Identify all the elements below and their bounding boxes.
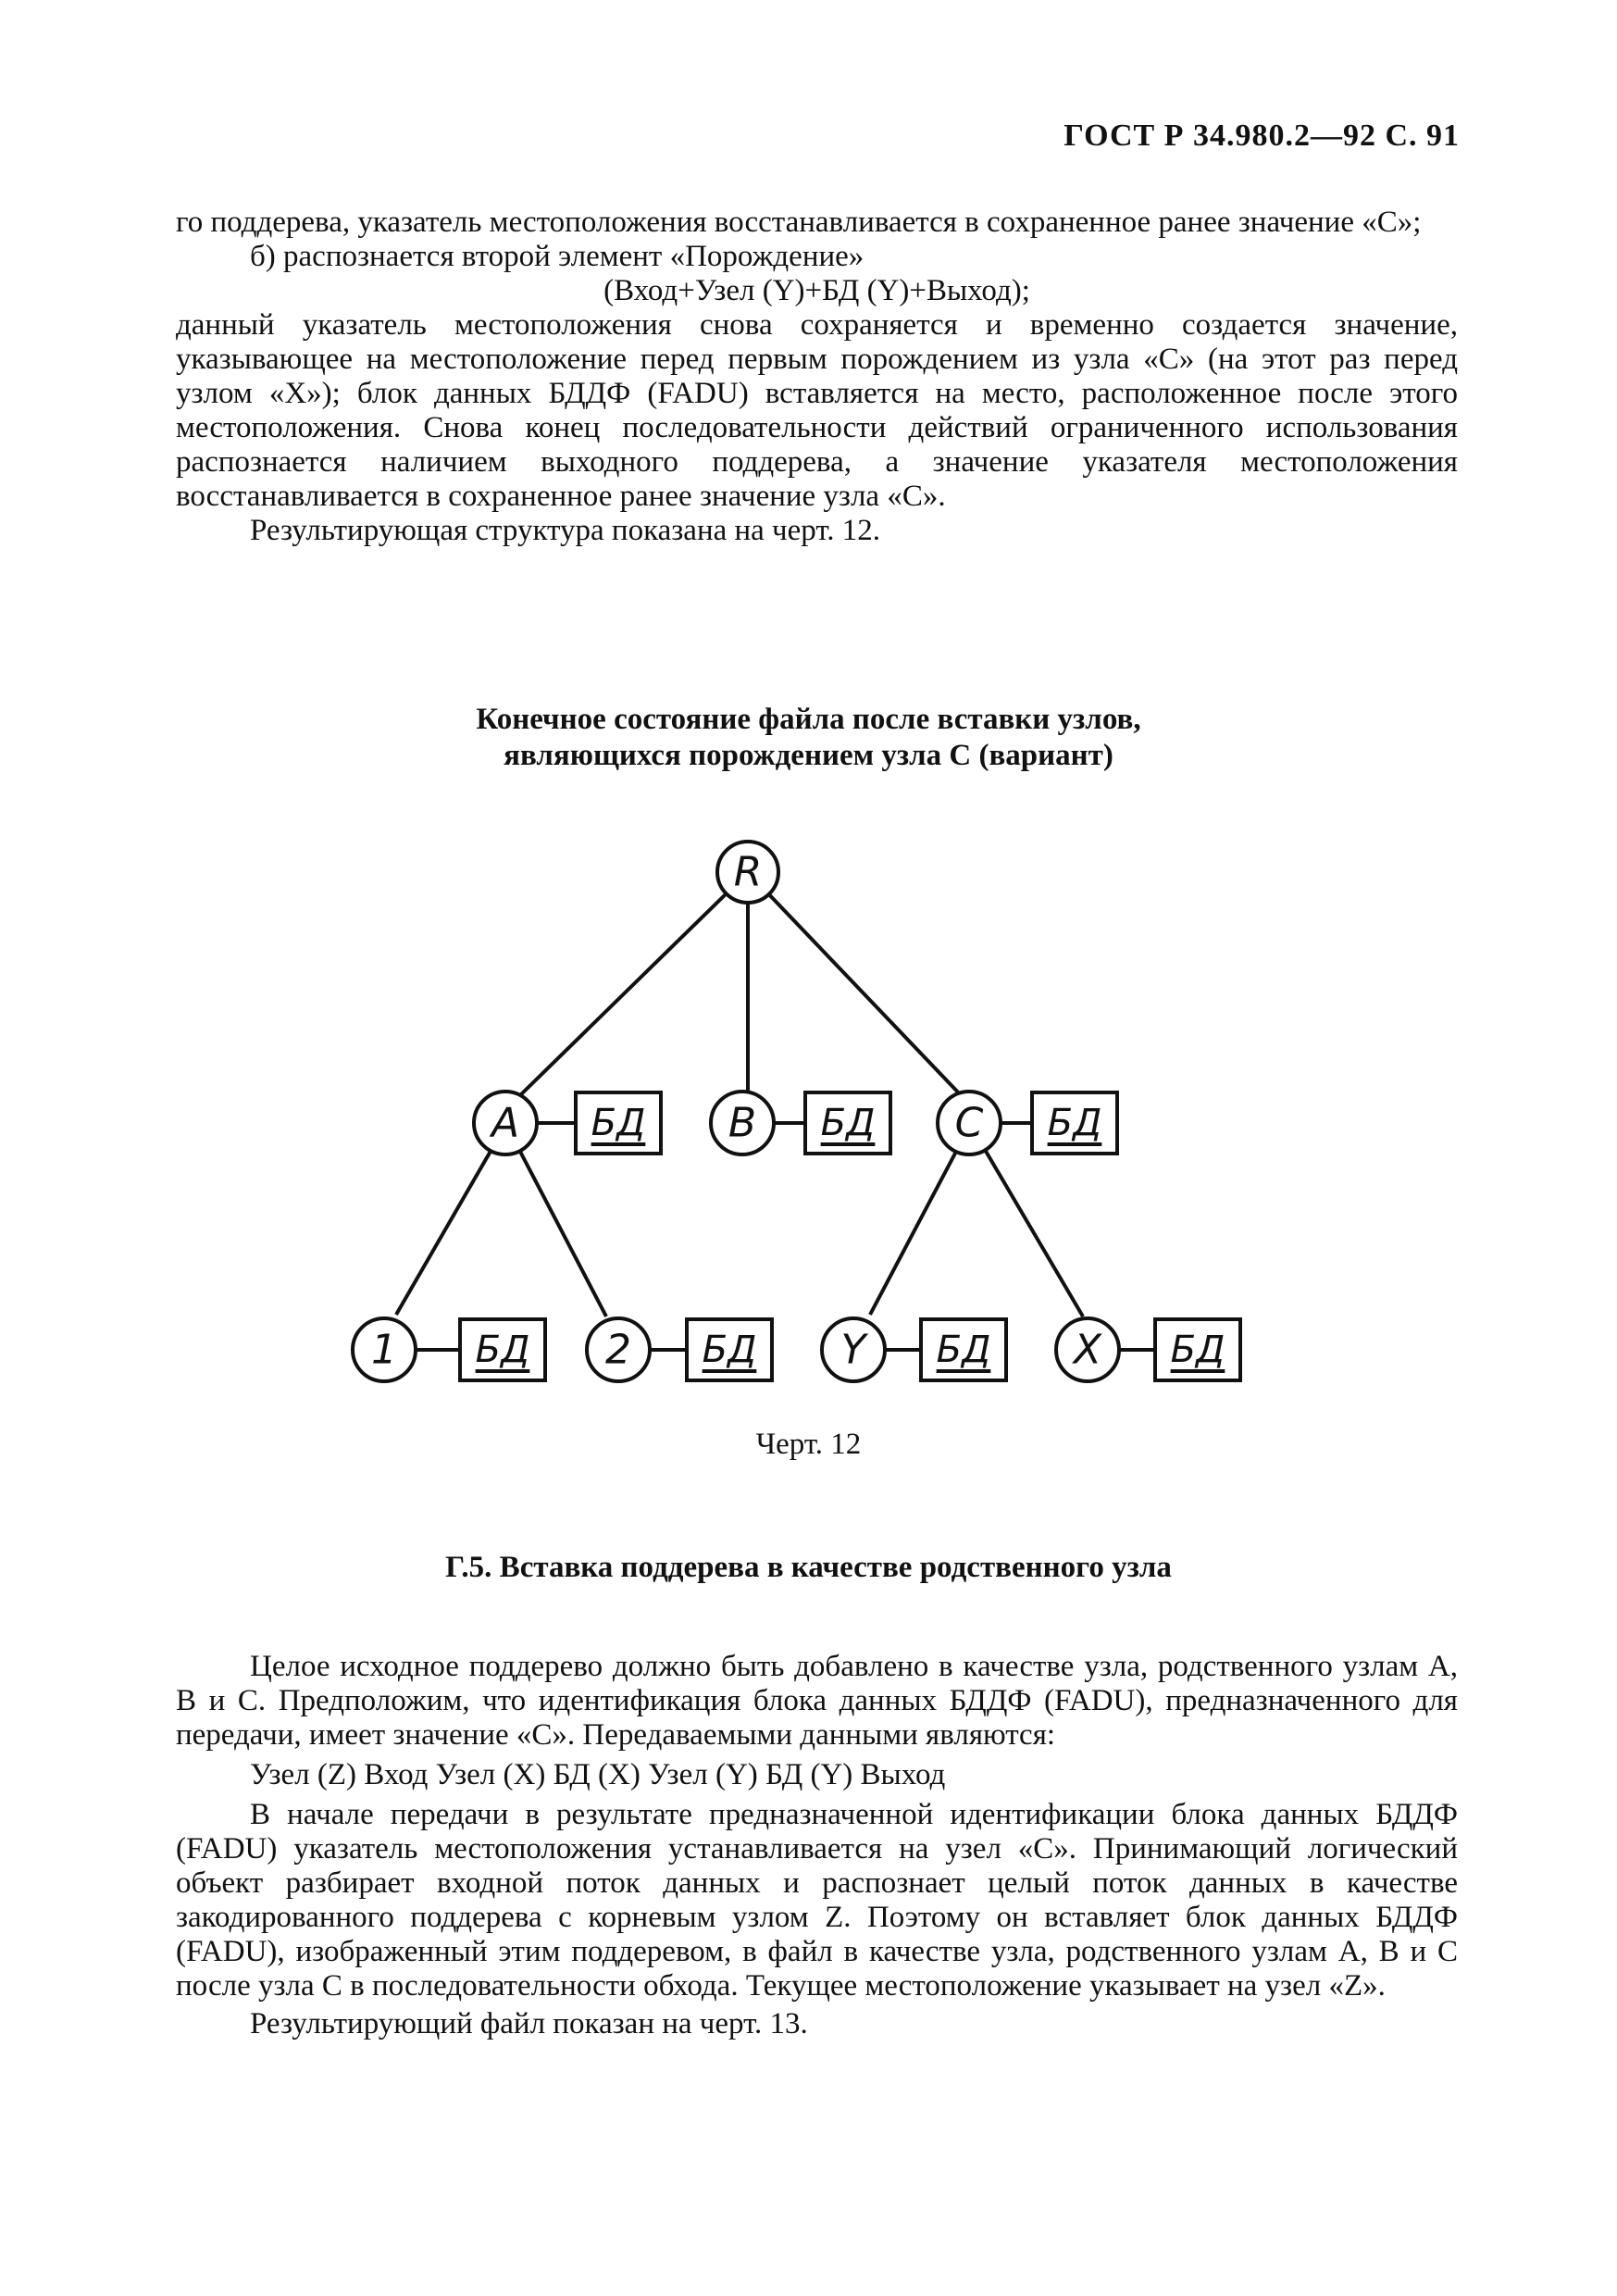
paragraph: б) распознается второй элемент «Порождение» xyxy=(250,240,864,273)
bottom-text-block xyxy=(176,1650,1458,2041)
edge-a-1 xyxy=(396,1148,492,1315)
node-a-label: A xyxy=(491,1099,520,1147)
node-r-label: R xyxy=(733,848,763,896)
data-sequence-line: Узел (Z) Вход Узел (X) БД (X) Узел (Y) БД (Y) Выход xyxy=(250,1758,946,1791)
edge-c-x xyxy=(984,1148,1083,1316)
formula-line: (Вход+Узел (Y)+БД (Y)+Выход); xyxy=(603,274,1030,307)
bd-label: БД xyxy=(1170,1329,1225,1371)
bd-label: БД xyxy=(820,1102,876,1144)
page-header: ГОСТ Р 34.980.2—92 С. 91 xyxy=(1063,119,1460,153)
figure-label: Черт. 12 xyxy=(755,1428,862,1461)
node-2-label: 2 xyxy=(605,1326,631,1374)
paragraph: Результирующая структура показана на черт. 12. xyxy=(250,514,881,547)
paragraph: В начале передачи в результате предназначенной идентификации блока данных БДДФ (FADU) указатель местоположения устанавливается на узел «С». Принимающий логический объект разбирает входной поток данных и распознает целый поток данных в качестве закодированного поддерева с корневым узлом Z. Поэтому он вставляет блок данных БДДФ (FADU), изображенный этим поддеревом, в файл в качестве узла, родственного узлам А, В и С после узла С в последовательности обхода. Текущее местоположение указывает на узел «Z». xyxy=(176,1798,1458,2003)
edge-r-a xyxy=(518,889,731,1097)
paragraph: Результирующий файл показан на черт. 13. xyxy=(250,2007,808,2040)
node-1-label: 1 xyxy=(371,1326,397,1374)
paragraph: го поддерева, указатель местоположения восстанавливается в сохраненное ранее значение «С»; xyxy=(176,206,1422,239)
section-title: Г.5. Вставка поддерева в качестве родственного узла xyxy=(445,1551,1172,1584)
edge-c-y xyxy=(870,1148,958,1315)
node-y-label: Y xyxy=(840,1326,866,1374)
bd-label: БД xyxy=(936,1329,991,1371)
edge-a-2 xyxy=(518,1148,606,1316)
figure-caption-line-2: являющихся порождением узла С (вариант) xyxy=(504,739,1113,772)
figure-caption-line-1: Конечное состояние файла после вставки узлов, xyxy=(476,703,1141,736)
node-x-label: X xyxy=(1073,1326,1102,1374)
node-c-label: C xyxy=(954,1099,984,1147)
bd-label: БД xyxy=(1047,1102,1102,1144)
node-b-label: B xyxy=(728,1099,757,1147)
bd-label: БД xyxy=(702,1329,757,1371)
bd-label: БД xyxy=(475,1329,530,1371)
paragraph: Целое исходное поддерево должно быть добавлено в качестве узла, родственного узлам А, В и С. Предположим, что идентификация блока данных БДДФ (FADU), предназначенного для передачи, имеет значение «С». Передаваемыми данными являются: xyxy=(176,1650,1458,1752)
bd-label: БД xyxy=(591,1102,646,1144)
paragraph: данный указатель местоположения снова сохраняется и временно создается значение, указывающее на местоположение перед первым порождением из узла «С» (на этот раз перед узлом «X»); блок данных БДДФ (FADU) вставляется на место, расположенное после этого местоположения. Снова конец последовательности действий ограниченного использования распознается наличием выходного поддерева, а значение указателя местоположения восстанавливается в сохраненное ранее значение узла «С». xyxy=(176,308,1458,513)
edge-r-c xyxy=(764,889,963,1097)
